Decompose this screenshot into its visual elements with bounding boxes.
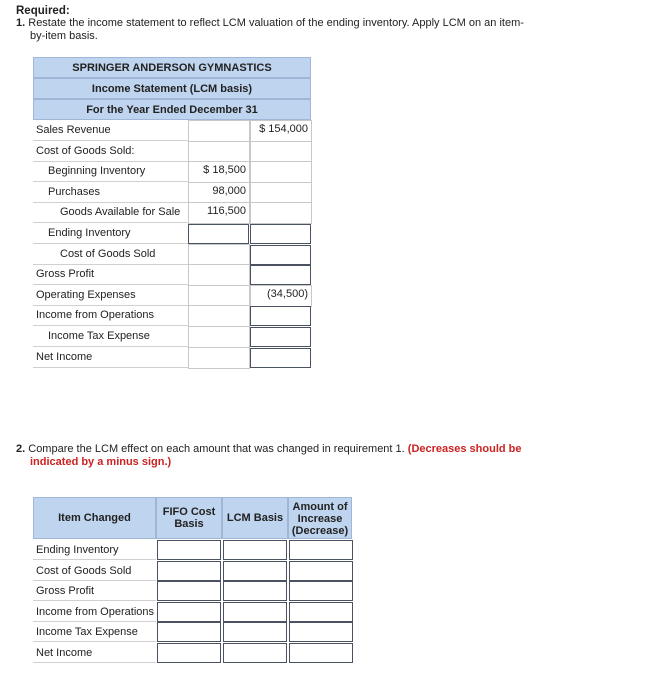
statement-col2-cell[interactable]: [250, 202, 312, 224]
statement-col1-cell[interactable]: [188, 120, 250, 142]
statement-col1-cell[interactable]: [188, 244, 250, 266]
statement-col2-cell: (34,500): [250, 285, 312, 307]
item-changed-header: Item Changed: [33, 497, 156, 539]
req2-number: 2.: [16, 443, 26, 455]
statement-row-label: Gross Profit: [36, 268, 95, 280]
compare-row-label: Cost of Goods Sold: [36, 565, 132, 577]
req2-note-line2: indicated by a minus sign.): [30, 456, 172, 468]
compare-fifo-input[interactable]: [157, 581, 221, 601]
compare-lcm-input[interactable]: [223, 540, 287, 560]
requirement-1-text: [16, 17, 524, 43]
lcm-basis-header: LCM Basis: [222, 497, 288, 539]
req2-text: Compare the LCM effect on each amount that was changed in requirement 1.: [28, 443, 405, 455]
statement-col2-input[interactable]: [250, 224, 311, 244]
req2-note-line1: (Decreases should be: [407, 443, 522, 455]
statement-col2-cell[interactable]: [250, 141, 312, 163]
statement-row-label: Beginning Inventory: [48, 165, 146, 177]
compare-fifo-input[interactable]: [157, 643, 221, 663]
fifo-basis-header: [156, 497, 222, 539]
req1-line1: Restate the income statement to reflect LCM valuation of the ending inventory. Apply LCM on an item-: [28, 17, 524, 29]
statement-col2-cell: $ 154,000: [250, 120, 312, 142]
company-header: SPRINGER ANDERSON GYMNASTICS: [33, 57, 311, 78]
compare-fifo-input[interactable]: [157, 561, 221, 581]
compare-fifo-input[interactable]: [157, 602, 221, 622]
compare-row-label: Income from Operations: [36, 606, 154, 618]
statement-col1-cell[interactable]: [188, 347, 250, 369]
compare-row-label: Gross Profit: [36, 585, 95, 597]
statement-row-label: Income Tax Expense: [48, 330, 150, 342]
compare-row-label: Ending Inventory: [36, 544, 119, 556]
statement-col1-cell: $ 18,500: [188, 161, 250, 183]
fifo-header-line1: FIFO Cost: [162, 506, 216, 518]
compare-amount-input[interactable]: [289, 540, 353, 560]
compare-lcm-input[interactable]: [223, 602, 287, 622]
statement-col1-cell[interactable]: [188, 305, 250, 327]
compare-fifo-input[interactable]: [157, 622, 221, 642]
compare-amount-input[interactable]: [289, 561, 353, 581]
statement-col2-input[interactable]: [250, 306, 311, 326]
statement-col2-input[interactable]: [250, 348, 311, 368]
statement-row-label: Operating Expenses: [36, 289, 136, 301]
compare-fifo-input[interactable]: [157, 540, 221, 560]
statement-row-label: Goods Available for Sale: [60, 206, 181, 218]
statement-col1-cell[interactable]: [188, 264, 250, 286]
statement-col1-cell[interactable]: [188, 326, 250, 348]
req1-number: 1.: [16, 17, 26, 29]
statement-row-label: Net Income: [36, 351, 93, 363]
fifo-header-line2: Basis: [174, 518, 204, 530]
statement-col1-cell: 116,500: [188, 202, 250, 224]
amount-change-header: [288, 497, 352, 539]
statement-col2-input[interactable]: [250, 327, 311, 347]
compare-amount-input[interactable]: [289, 602, 353, 622]
statement-row-label: Purchases: [48, 186, 100, 198]
compare-lcm-input[interactable]: [223, 643, 287, 663]
statement-col1-cell[interactable]: [188, 141, 250, 163]
statement-row-label: Income from Operations: [36, 309, 154, 321]
statement-col1-cell: 98,000: [188, 182, 250, 204]
statement-col2-cell[interactable]: [250, 182, 312, 204]
statement-row-label: Cost of Goods Sold: [60, 248, 156, 260]
statement-col1-input[interactable]: [188, 224, 249, 244]
compare-lcm-input[interactable]: [223, 581, 287, 601]
compare-row-label: Income Tax Expense: [36, 626, 138, 638]
amt-header-line2: Increase: [297, 513, 343, 525]
statement-col2-input[interactable]: [250, 245, 311, 265]
amt-header-line3: (Decrease): [291, 525, 349, 537]
required-heading: Required:: [16, 5, 70, 17]
statement-title-header: Income Statement (LCM basis): [33, 78, 311, 99]
compare-amount-input[interactable]: [289, 581, 353, 601]
statement-row-label: Cost of Goods Sold:: [36, 145, 135, 157]
compare-amount-input[interactable]: [289, 622, 353, 642]
statement-row-label: Sales Revenue: [36, 124, 111, 136]
compare-lcm-input[interactable]: [223, 622, 287, 642]
period-header: For the Year Ended December 31: [33, 99, 311, 120]
compare-row-label: Net Income: [36, 647, 93, 659]
statement-col2-cell[interactable]: [250, 161, 312, 183]
compare-amount-input[interactable]: [289, 643, 353, 663]
statement-row-label: Ending Inventory: [48, 227, 131, 239]
requirement-2-text: [16, 443, 522, 469]
amt-header-line1: Amount of: [292, 501, 348, 513]
req1-line2: by-item basis.: [30, 30, 98, 42]
compare-lcm-input[interactable]: [223, 561, 287, 581]
statement-col1-cell[interactable]: [188, 285, 250, 307]
statement-col2-input[interactable]: [250, 265, 311, 285]
